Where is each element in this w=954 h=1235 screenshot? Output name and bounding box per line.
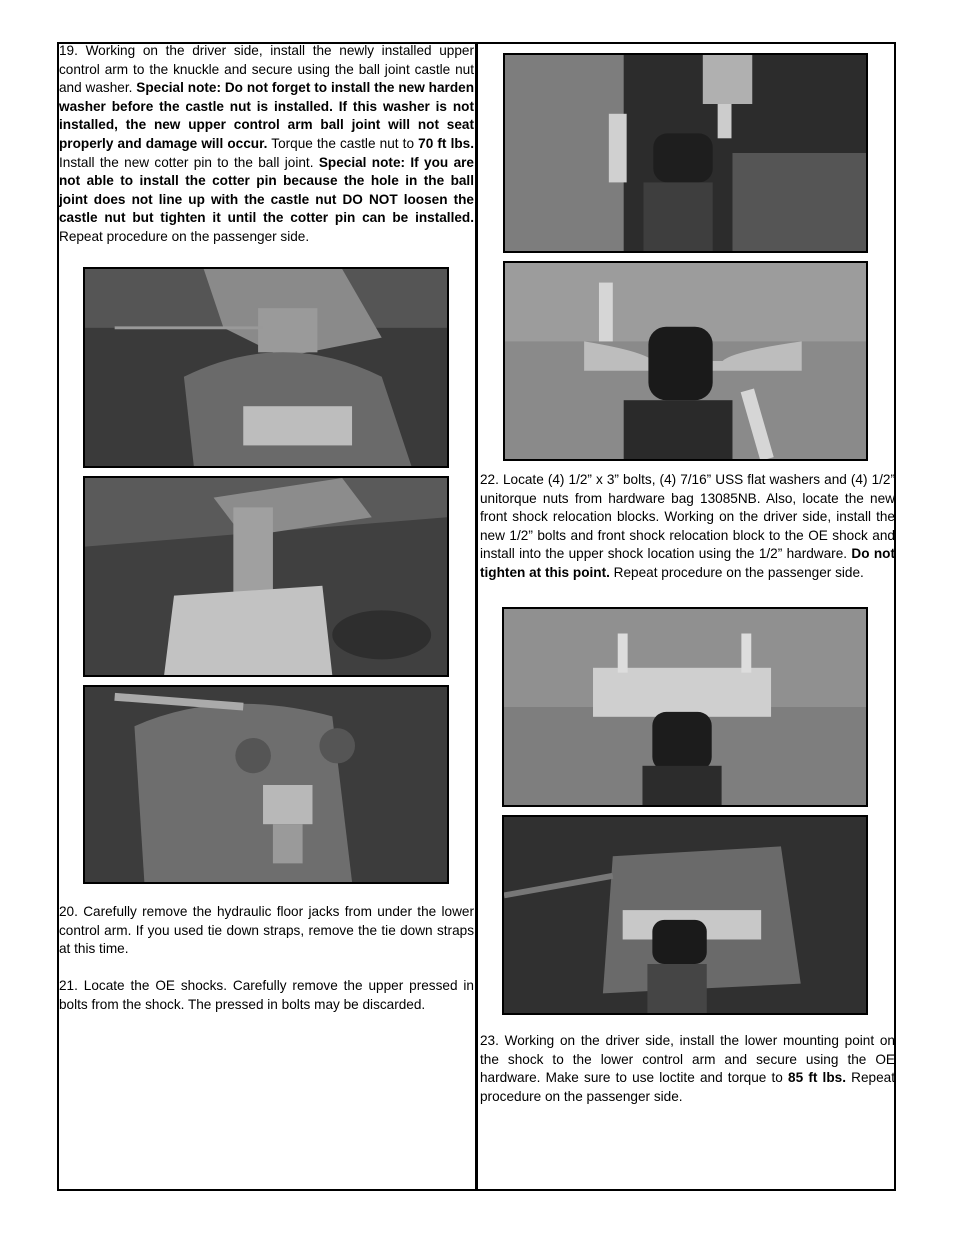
- photo-ball-joint-installed: [83, 476, 449, 677]
- step-21-text: 21. Locate the OE shocks. Carefully remove the upper pressed in bolts from the shock. The pressed in bolts may be discarded.: [59, 978, 474, 1012]
- photo-shock-installed-upper: [502, 815, 868, 1015]
- photo-shock-press: [503, 53, 868, 253]
- step-22-text: 22. Locate (4) 1/2” x 3” bolts, (4) 7/16” USS flat washers and (4) 1/2” unitorque nuts from hardware bag 13085NB. Also, locate the new front shock relocation blocks. Working on the driver side, install the new 1/2” bolts and front shock relocation block to the OE shock and install into the upper shock location using the 1/2” hardware. Do not tighten at this point. Repeat procedure on the passenger side.: [480, 472, 895, 580]
- photo-relocation-block-on-shock: [502, 607, 868, 807]
- step-23-text: 23. Working on the driver side, install the lower mounting point on the shock to the lower control arm and secure using the OE hardware. Make sure to use loctite and torque to 85 ft lbs. Repeat procedure on the passenger side.: [480, 1033, 895, 1104]
- column-divider: [475, 42, 478, 1191]
- step-19-text: 19. Working on the driver side, install the newly installed upper control arm to the knuckle and secure using the ball joint castle nut and washer. Special note: Do not forget to install the new harden washer before the castle nut is installed. If this washer is not installed, the new upper control arm ball joint will not seat properly and damage will occur. Torque the castle nut to 70 ft lbs. Install the new cotter pin to the ball joint. Special note: If you are not able to install the cotter pin because the hole in the ball joint does not line up with the castle nut DO NOT loosen the castle nut but tighten it until the cotter pin can be installed. Repeat procedure on the passenger side.: [59, 43, 474, 244]
- photo-castle-nut-closeup: [83, 685, 449, 884]
- photo-ball-joint-castle-nut: [83, 267, 449, 468]
- step-20-text: 20. Carefully remove the hydraulic floor jacks from under the lower control arm. If you used tie down straps, remove the tie down straps at this time.: [59, 904, 474, 957]
- photo-shock-pressed-bolts: [503, 261, 868, 461]
